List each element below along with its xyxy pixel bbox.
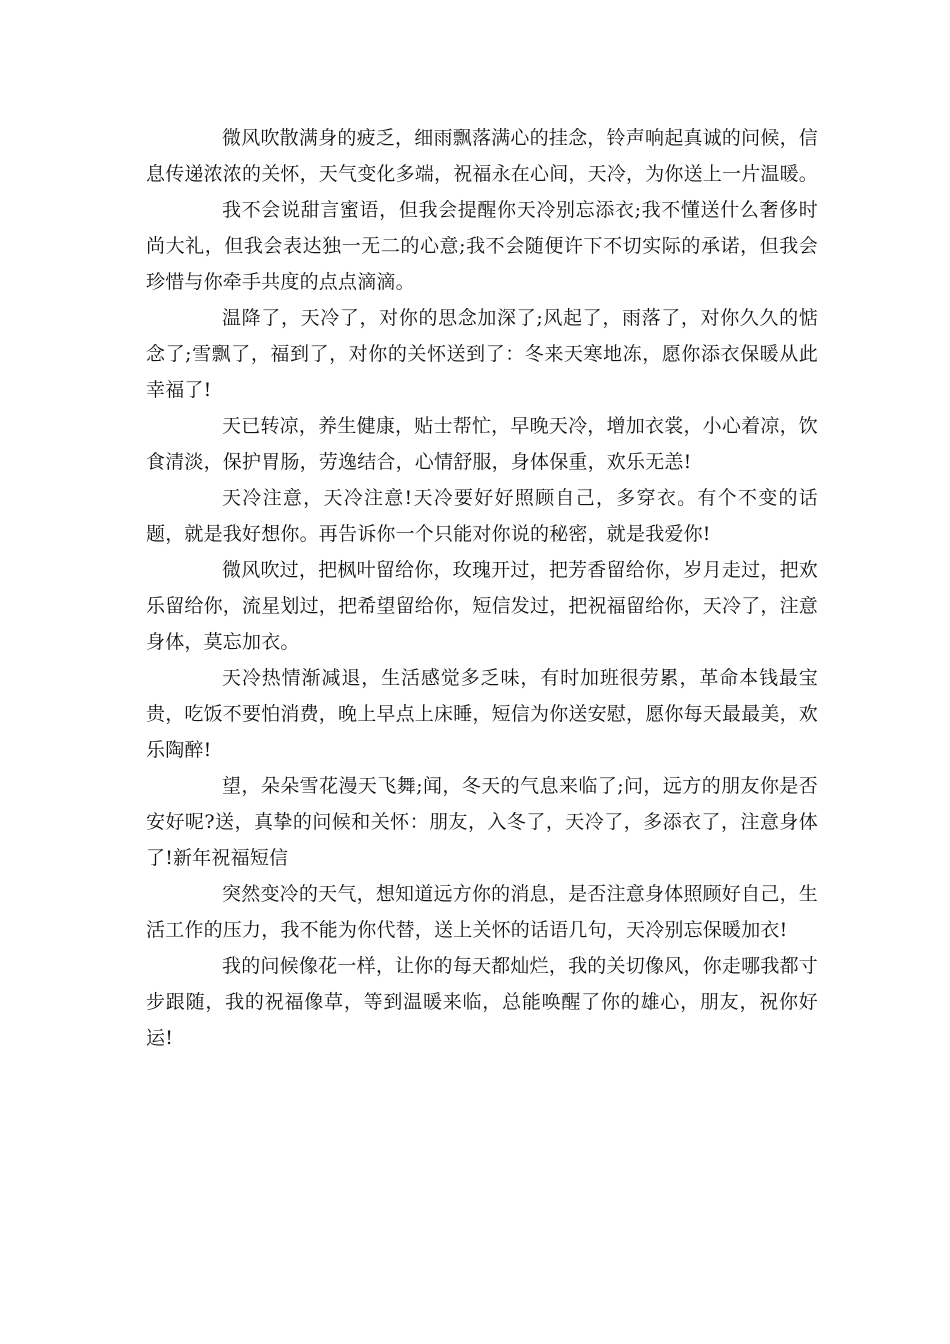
paragraph-7: 天冷热情渐减退，生活感觉多乏味，有时加班很劳累，革命本钱最宝贵，吃饭不要怕消费，晚上早点上床睡，短信为你送安慰，愿你每天最最美，欢乐陶醉! [146,667,819,761]
paragraph-4: 天已转凉，养生健康，贴士帮忙，早晚天冷，增加衣裳，小心着凉，饮食清淡，保护胃肠，劳逸结合，心情舒服，身体保重，欢乐无恙! [146,415,818,473]
document-page [146,120,818,1056]
paragraph-6: 微风吹过，把枫叶留给你，玫瑰开过，把芳香留给你，岁月走过，把欢乐留给你，流星划过，把希望留给你，短信发过，把祝福留给你，天冷了，注意身体，莫忘加衣。 [146,559,819,653]
paragraph-3: 温降了，天冷了，对你的思念加深了;风起了，雨落了，对你久久的惦念了;雪飘了，福到了，对你的关怀送到了：冬来天寒地冻，愿你添衣保暖从此幸福了! [146,307,818,401]
paragraph-2: 我不会说甜言蜜语，但我会提醒你天冷别忘添衣;我不懂送什么奢侈时尚大礼，但我会表达独一无二的心意;我不会随便许下不切实际的承诺，但我会珍惜与你牵手共度的点点滴滴。 [146,199,818,293]
paragraph-1: 微风吹散满身的疲乏，细雨飘落满心的挂念，铃声响起真诚的问候，信息传递浓浓的关怀，天气变化多端，祝福永在心间，天冷，为你送上一片温暖。 [146,127,819,185]
paragraph-8: 望，朵朵雪花漫天飞舞;闻，冬天的气息来临了;问，远方的朋友你是否安好呢?送，真挚的问候和关怀：朋友，入冬了，天冷了，多添衣了，注意身体了!新年祝福短信 [146,775,818,869]
paragraph-9: 突然变冷的天气，想知道远方你的消息，是否注意身体照顾好自己，生活工作的压力，我不能为你代替，送上关怀的话语几句，天冷别忘保暖加衣! [146,883,818,941]
paragraph-5: 天冷注意，天冷注意!天冷要好好照顾自己，多穿衣。有个不变的话题，就是我好想你。再告诉你一个只能对你说的秘密，就是我爱你! [146,487,818,545]
paragraph-10: 我的问候像花一样，让你的每天都灿烂，我的关切像风，你走哪我都寸步跟随，我的祝福像草，等到温暖来临，总能唤醒了你的雄心，朋友，祝你好运! [146,955,818,1049]
